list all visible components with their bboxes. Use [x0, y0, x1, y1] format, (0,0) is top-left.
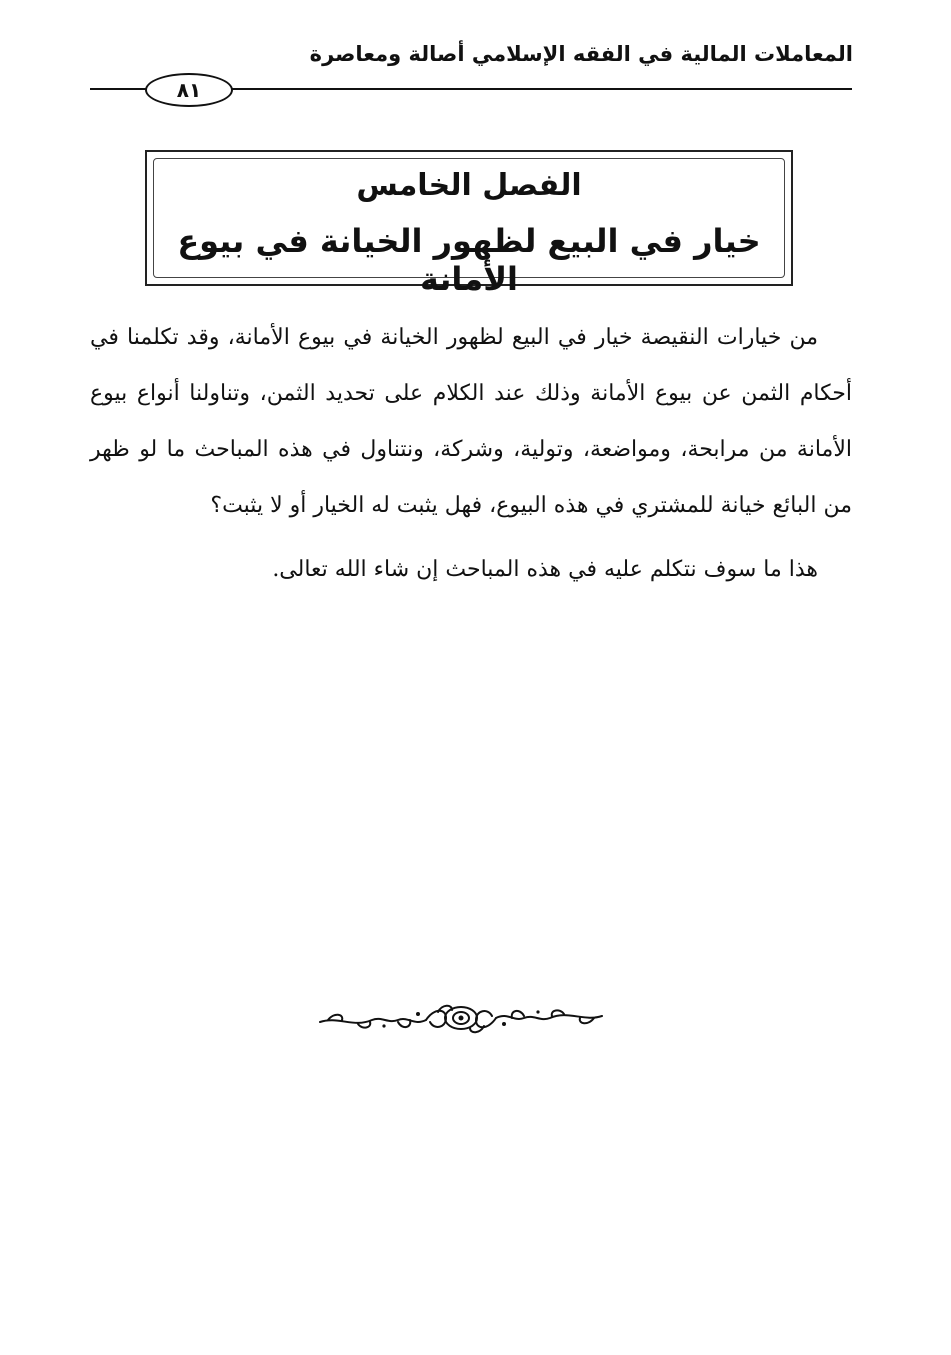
- decorative-flourish-icon: [318, 998, 604, 1038]
- running-header-title: المعاملات المالية في الفقه الإسلامي أصالة ومعاصرة: [309, 42, 853, 66]
- page-number: [145, 73, 233, 107]
- body-paragraph-1: من خيارات النقيصة خيار في البيع لظهور الخيانة في بيوع الأمانة، وقد تكلمنا في أحكام الثمن عن بيوع الأمانة وذلك عند الكلام على تحديد الثمن، وتناولنا أنواع بيوع الأمانة من مرابحة، ومواضعة، وتولية، وشركة، ونتناول في هذه المباحث ما لو ظهر من البائع خيانة للمشتري في هذه البيوع، فهل يثبت له الخيار أو لا يثبت؟: [90, 325, 853, 518]
- body-paragraph-2: هذا ما سوف نتكلم عليه في هذه المباحث إن شاء الله تعالى.: [272, 557, 818, 582]
- chapter-label: الفصل الخامس: [356, 168, 582, 203]
- page-number-text: ٨١: [176, 78, 202, 102]
- body-text: [90, 310, 852, 598]
- chapter-title: خيار في البيع لظهور الخيانة في بيوع الأمانة: [177, 222, 761, 298]
